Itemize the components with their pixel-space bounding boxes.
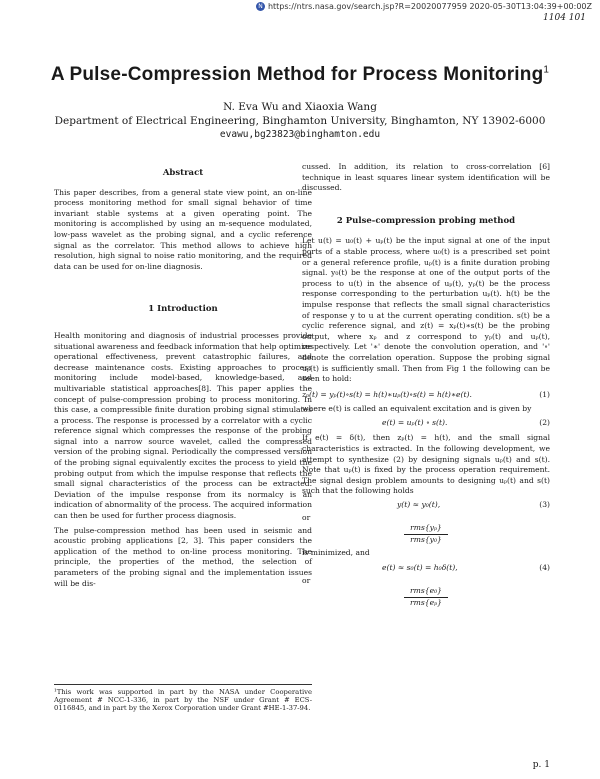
- section2-paragraph-1: Let u(t) = u₀(t) + uₚ(t) be the input signal at one of the input ports of a stable process, where u₀(t) is a prescribed set point or a general reference profile, uₚ(t) is a finite duration probing signal. y₀(t) be the response at one of the output ports of the process to u(t) in the absence of uₚ(t), yₚ(t) be the process response corresponding to the perturbation uₚ(t). h(t) be the impulse response that reflects the small signal characteristics of response y to u at the current operating condition. s(t) be a cyclic reference signal, and z(t) = xₚ(t)∗s(t) be the probing output, where xₚ and z correspond to yₚ(t) and uₚ(t), respectively. Let '∗' denote the convolution operation, and '∘' denote the correlation operation. Suppose the probing signal uₚ(t) is sufficiently small. Then from Fig 1 the following can be seen to hold:: [302, 236, 550, 384]
- ntrs-logo-icon: N: [256, 2, 265, 11]
- abstract-heading: Abstract: [162, 168, 204, 178]
- intro-paragraph-1: Health monitoring and diagnosis of industrial processes provide situational awareness and feedback information that help optimize operational effectiveness, prevent catastrophic failures, and decrease maintenance costs. Existing approaches to process monitoring include model-based, knowledge-based, and multivariable statistical approaches[8]. This paper applies the concept of pulse-compression probing to process monitoring. In this case, a compressible finite duration probing signal stimulates a process. The response is processed by a correlator with a cyclic reference signal which compresses the response of the probing signal into a narrow source wavelet, called the compressed version of the probing signal. Periodically the compressed version of the probing signal equivalently excites the process to yield the probing output from which the impulse response that reflects the small signal characteristics of the process can be extracted. Deviation of the impulse response from its normalcy is an indication of abnormality of the process. The acquired information can then be used for further process diagnosis.: [54, 330, 312, 521]
- intro-heading: 1 Introduction: [148, 304, 218, 315]
- rms-ratio-1: $\frac{\text{rms\{yₚ\}}}{\text{rms\{y₀\}}}$: [302, 523, 550, 545]
- rms-ratio-2: $\frac{\text{rms\{e₀\}}}{\text{rms\{eₚ\}}}$: [302, 586, 550, 608]
- section2-paragraph-4: is minimized, and: [302, 548, 370, 558]
- section2-paragraph-3: If e(t) = δ(t), then zₚ(t) = h(t), and the small signal characteristics is extracted. In the following development, we attempt to synthesize (2) by designing signals uₚ(t) and s(t). Note that uₚ(t) is fixed by the process operation requirement. The signal design problem amounts to designing uₚ(t) and s(t) such that the following holds: [302, 433, 550, 496]
- download-stamp: [256, 2, 592, 11]
- right-column: [302, 162, 550, 608]
- equation-1: zₚ(t) = yₚ(t)∘s(t) = h(t)∗uₚ(t)∘s(t) = h(t)∗e(t). (1): [302, 389, 550, 399]
- equation-2: e(t) = uₚ(t) ∘ s(t). (2): [382, 417, 550, 427]
- equation-3: y(t) ≈ y₀(t), (3): [397, 500, 550, 510]
- handwritten-mark: 1104 101: [543, 13, 586, 23]
- footnote: ¹This work was supported in part by the NASA under Cooperative Agreement # NCC-1-336, in part by the NSF under Grant # ECS-0116845, and in part by the Xerox Corporation under Grant #HE-1-37-94.: [54, 684, 312, 713]
- intro-paragraph-2: The pulse-compression method has been used in seismic and acoustic probing applications [2, 3]. This paper considers the application of the method to on-line process monitoring. The principle, the properties of the method, the selection of parameters of the probing signal and the implementation issues will be dis-: [54, 525, 312, 588]
- stamp-text: https://ntrs.nasa.gov/search.jsp?R=20020077959 2020-05-30T13:04:39+00:00Z: [267, 2, 592, 11]
- or-label-1: or: [302, 512, 311, 522]
- section2-paragraph-2: where e(t) is called an equivalent excitation and is given by: [302, 404, 532, 414]
- left-column: [54, 168, 312, 589]
- equation-4: e(t) ≈ s₀(t) = h₀δ(t), (4): [382, 563, 550, 572]
- authors: N. Eva Wu and Xiaoxia Wang: [223, 101, 377, 113]
- affiliation: Department of Electrical Engineering, Binghamton University, Binghamton, NY 13902-6000: [54, 115, 546, 127]
- title-footnote-mark: 1: [543, 64, 550, 76]
- section2-heading: 2 Pulse-compression probing method: [336, 215, 516, 226]
- email: evawu,bg23823@binghamton.edu: [219, 129, 381, 140]
- or-label-2: or: [302, 575, 311, 585]
- paper-title: A Pulse-Compression Method for Process Monitoring$^1$: [50, 64, 550, 85]
- right-paragraph-0: cussed. In addition, its relation to cross-correlation [6] technique in least squares linear system identification will be discussed.: [302, 162, 550, 193]
- abstract-text: This paper describes, from a general state view point, an on-line process monitoring method for small signal behavior of time invariant stable systems at a given operating point. The monitoring is accomplished by using an m-sequence modulated, low-pass wavelet as the probing signal, and a cyclic reference signal as the correlator. This method allows to achieve high resolution, high signal to noise ratio monitoring, and the required data can be used for on-line diagnosis.: [54, 187, 312, 271]
- page-number: p. 1: [532, 760, 550, 770]
